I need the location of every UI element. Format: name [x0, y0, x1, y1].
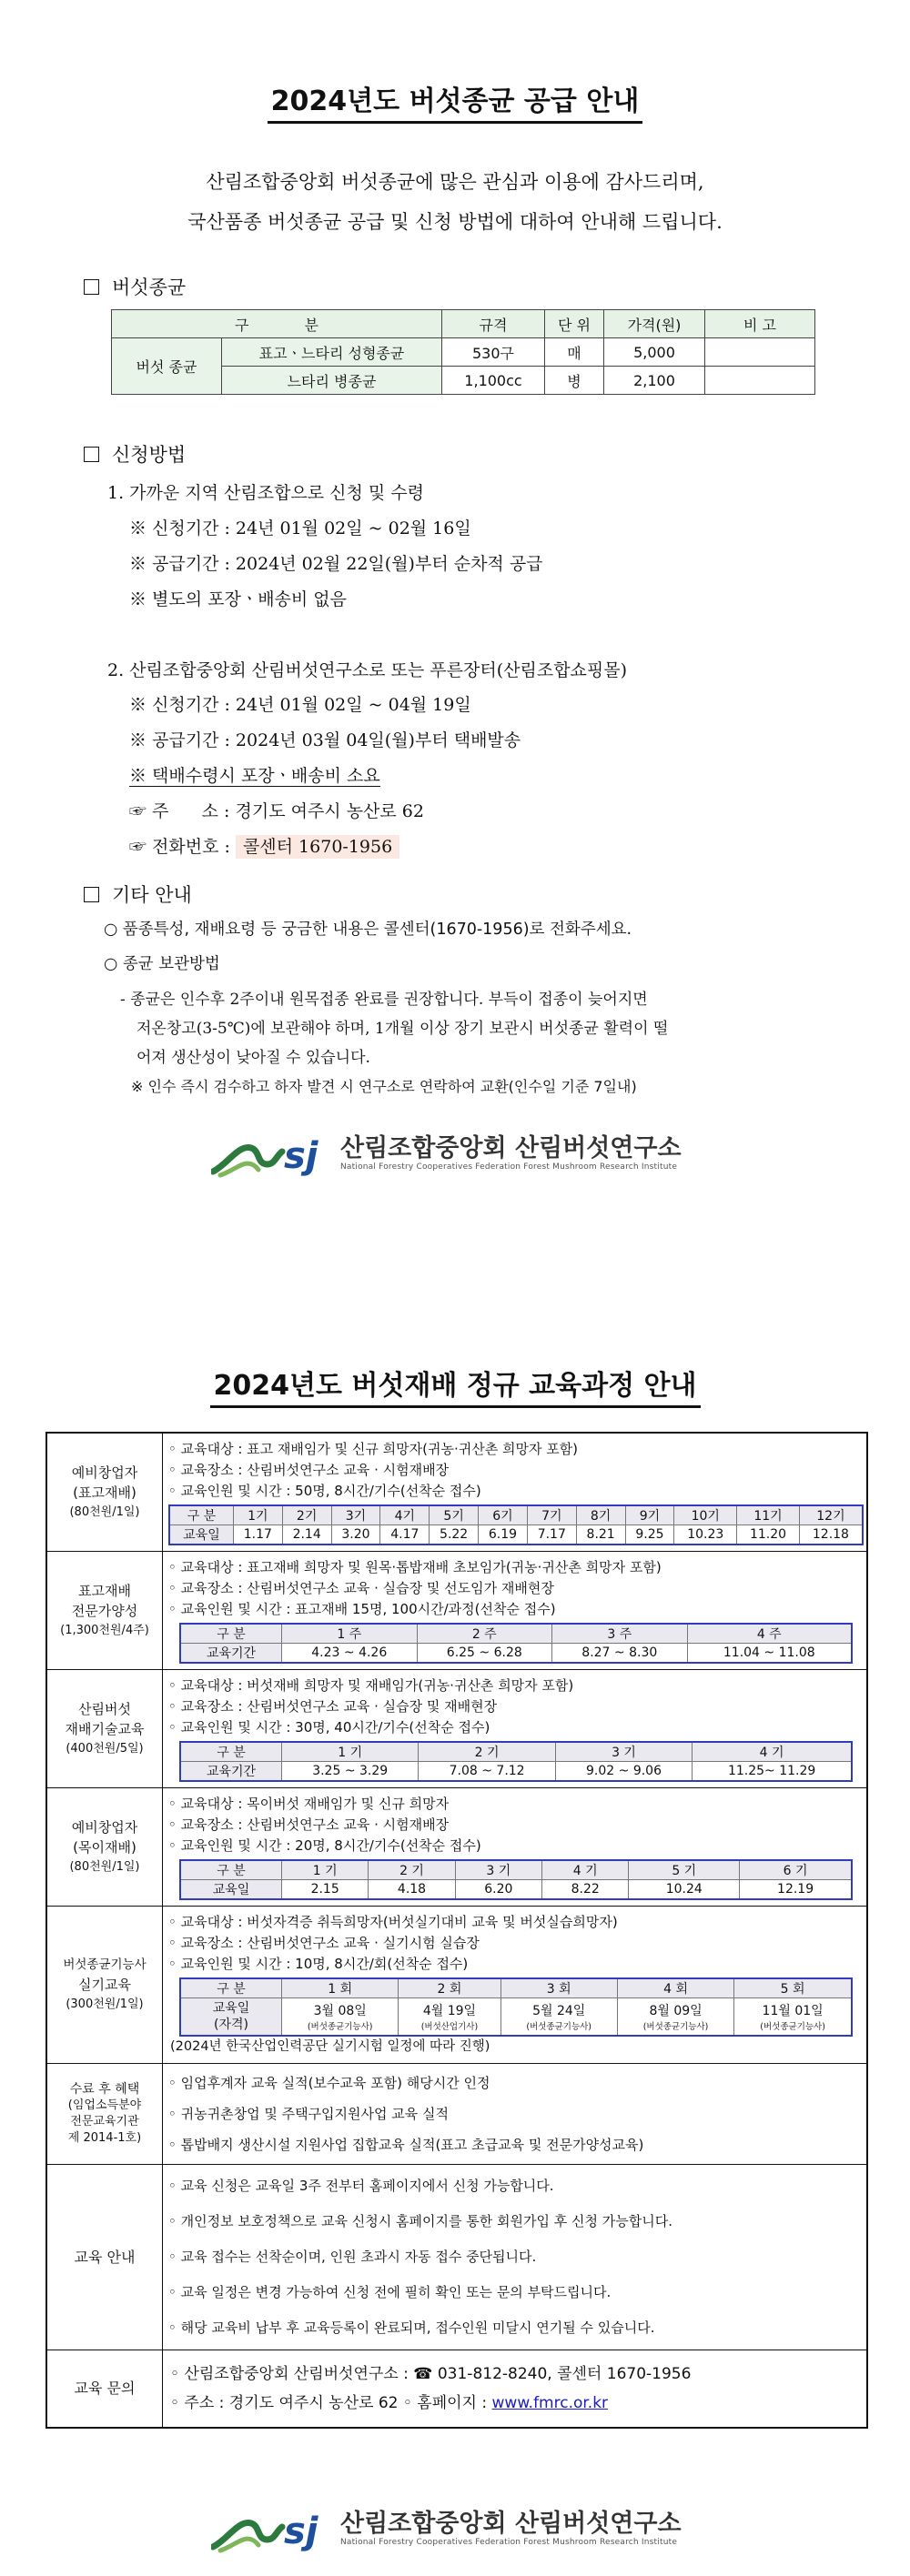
schedule-cell: 8.27 ~ 8.30 — [552, 1644, 688, 1664]
schedule-cell: 5.22 — [430, 1525, 479, 1545]
schedule-cell: 4 기 — [542, 1860, 629, 1880]
text-line: ◦ 교육장소 : 산림버섯연구소 교육 · 실습장 및 재배현장 — [168, 1698, 498, 1715]
storage-text: 저온창고(3-5℃)에 보관해야 하며, 1개월 이상 장기 보관시 버섯종균 활력이 떨 — [136, 1020, 669, 1038]
course-schedule — [179, 1977, 853, 2037]
table-row: 버섯 종균 표고ㆍ느타리 성형종균 530구 매 5,000 — [112, 338, 815, 367]
svg-text:sj: sj — [284, 2511, 318, 2552]
storage-text: - 종균은 인수후 2주이내 원목접종 완료를 권장합니다. 부득이 접종이 늦어지면 — [120, 991, 648, 1009]
text-line: ◦ 귀농귀촌창업 및 주택구입지원사업 교육 실적 — [168, 2106, 449, 2122]
schedule-cell: 4 회 — [617, 1978, 733, 1998]
course-label — [47, 1670, 163, 1787]
schedule-cell: 9기 — [625, 1505, 674, 1525]
text-line: ◦ 교육인원 및 시간 : 10명, 8시간/회(선착순 접수) — [168, 1956, 469, 1972]
schedule-cell: 6.19 — [479, 1525, 528, 1545]
schedule-cell: 3.20 — [331, 1525, 380, 1545]
text-line: ◦ 교육대상 : 표고재배 희망자 및 원목·톱밥재배 초보임가(귀농·귀산촌 희망자 포함) — [168, 1559, 662, 1575]
text-line: ◦ 톱밥배지 생산시설 지원사업 집합교육 실적(표고 초급교육 및 전문가양성교육) — [168, 2137, 644, 2153]
method-1-head: 1. 가까운 지역 산림조합으로 신청 및 수령 — [107, 483, 425, 503]
table-header-row: 구 분 규격 단 위 가격(원) 비 고 — [112, 310, 815, 338]
schedule-cell: 3월 08일 (버섯종균기능사) — [282, 1998, 399, 2037]
text-line: 산림버섯 — [78, 1700, 131, 1717]
storage-text: 어져 생산성이 낮아질 수 있습니다. — [136, 1049, 370, 1067]
benefit-label — [47, 2064, 163, 2164]
text-line: ◦ 교육인원 및 시간 : 50명, 8시간/기수(선착순 접수) — [168, 1483, 481, 1499]
checkbox-square-icon — [84, 279, 99, 295]
schedule-cell: 1기 — [233, 1505, 282, 1525]
method-2-item: ※ 신청기간 : 24년 01월 02일 ~ 04월 19일 — [129, 695, 471, 715]
text-line: ◦ 교육 신청은 교육일 3주 전부터 홈페이지에서 신청 가능합니다. — [168, 2178, 554, 2194]
page-title-education: 2024년도 버섯재배 정규 교육과정 안내 — [0, 1363, 910, 1403]
text-line: ◦ 교육대상 : 버섯재배 희망자 및 재배임가(귀농·귀산촌 희망자 포함) — [168, 1677, 574, 1694]
schedule-cell: 3 주 — [552, 1624, 688, 1644]
text-line: ◦ 교육인원 및 시간 : 표고재배 15명, 100시간/과정(선착순 접수) — [168, 1601, 556, 1617]
schedule-cell: 7기 — [527, 1505, 576, 1525]
schedule-cell: 9.25 — [625, 1525, 674, 1545]
method-2-item: ※ 공급기간 : 2024년 03월 04일(월)부터 택배발송 — [129, 730, 521, 750]
schedule-cell: 8.22 — [542, 1880, 629, 1900]
schedule-cell: 교육일 (자격) — [180, 1998, 282, 2037]
text-line: ◦ 교육장소 : 산림버섯연구소 교육 · 시험재배장 — [168, 1462, 450, 1478]
course-row — [47, 1552, 866, 1670]
page-title: 2024년도 버섯종균 공급 안내 — [0, 78, 910, 118]
schedule-cell: 4 주 — [687, 1624, 852, 1644]
text-line: ◦ 교육대상 : 버섯자격증 취득희망자(버섯실기대비 교육 및 버섯실습희망자) — [168, 1914, 618, 1930]
text-line: ◦ 임업후계자 교육 실적(보수교육 포함) 해당시간 인정 — [168, 2075, 490, 2091]
course-label — [47, 1434, 163, 1551]
checkbox-square-icon — [84, 887, 99, 902]
schedule-cell: 7.17 — [527, 1525, 576, 1545]
schedule-cell: 구 분 — [180, 1860, 282, 1880]
course-schedule — [179, 1859, 853, 1900]
schedule-cell: 2기 — [282, 1505, 331, 1525]
schedule-cell: 5 기 — [629, 1860, 740, 1880]
schedule-cell: 11.04 ~ 11.08 — [687, 1644, 852, 1664]
course-row — [47, 1434, 866, 1552]
schedule-cell: 5기 — [430, 1505, 479, 1525]
text-line: 실기교육 — [78, 1977, 131, 1993]
schedule-cell: 구 분 — [169, 1505, 233, 1525]
text-line: (표고재배) — [73, 1484, 136, 1501]
checkbox-square-icon — [84, 447, 99, 462]
schedule-cell: 2.15 — [282, 1880, 369, 1900]
text-line: (300천원/1일) — [66, 1997, 144, 2011]
schedule-cell: 9.02 ~ 9.06 — [555, 1762, 692, 1782]
schedule-cell: 구 분 — [180, 1978, 282, 1998]
schedule-cell: 1 기 — [282, 1860, 369, 1880]
benefit-row — [47, 2064, 866, 2165]
schedule-cell: 1 주 — [282, 1624, 418, 1644]
text-line: (임업소득분야 — [67, 2098, 142, 2112]
intro-text — [0, 162, 910, 242]
schedule-cell: 12기 — [799, 1505, 863, 1525]
text-line: ◦ 교육 일정은 변경 가능하여 신청 전에 필히 확인 또는 문의 부탁드립니다. — [168, 2284, 612, 2300]
schedule-cell: 구 분 — [180, 1624, 282, 1644]
schedule-cell: 8.21 — [576, 1525, 625, 1545]
table-row: 느타리 병종균 1,100cc 병 2,100 — [112, 367, 815, 395]
schedule-cell: 6.20 — [455, 1880, 541, 1900]
institute-logo: sj 산림조합중앙회 산림버섯연구소 National Forestry Cooperatives Federation Forest Mushroom Research Institute — [211, 1124, 721, 1179]
schedule-cell: 1 기 — [282, 1742, 419, 1762]
schedule-cell: 3.25 ~ 3.29 — [282, 1762, 419, 1782]
schedule-cell: 8기 — [576, 1505, 625, 1525]
text-line: ◦ 교육인원 및 시간 : 30명, 40시간/기수(선착순 접수) — [168, 1719, 490, 1736]
course-schedule — [179, 1623, 853, 1664]
sj-logo-icon — [211, 2503, 335, 2554]
course-label — [47, 1552, 163, 1669]
schedule-cell: 3 회 — [500, 1978, 617, 1998]
phone-line: ☞ 전화번호 : 콜센터 1670-1956 — [129, 833, 399, 858]
text-line: 예비창업자 — [71, 1464, 138, 1481]
section-heading-etc: 기타 안내 — [84, 880, 192, 908]
schedule-cell: 3기 — [331, 1505, 380, 1525]
text-line: 버섯종균기능사 — [63, 1957, 147, 1972]
callcenter-number: 콜센터 1670-1956 — [236, 835, 399, 859]
schedule-cell: 6기 — [479, 1505, 528, 1525]
course-schedule — [168, 1504, 864, 1545]
guide-label: 교육 안내 — [47, 2165, 163, 2350]
text-line: 전문가양성 — [71, 1602, 138, 1619]
schedule-cell: 4월 19일 (버섯산업기사) — [399, 1998, 500, 2037]
schedule-cell: 2 회 — [399, 1978, 500, 1998]
text-line: 제 2014-1호) — [67, 2131, 142, 2145]
text-line: ◦ 교육장소 : 산림버섯연구소 교육 · 실기시험 실습장 — [168, 1935, 480, 1951]
schedule-cell: 4 기 — [693, 1742, 852, 1762]
schedule-cell: 3 기 — [455, 1860, 541, 1880]
schedule-cell: 7.08 ~ 7.12 — [419, 1762, 555, 1782]
text-line: ◦ 교육장소 : 산림버섯연구소 교육 · 시험재배장 — [168, 1816, 450, 1833]
homepage-link[interactable]: www.fmrc.or.kr — [491, 2394, 609, 2412]
schedule-cell: 교육기간 — [180, 1644, 282, 1664]
method-1-item: ※ 별도의 포장ㆍ배송비 없음 — [129, 589, 348, 609]
text-line: ◦ 교육 접수는 선착순이며, 인원 초과시 자동 접수 중단됩니다. — [168, 2249, 537, 2265]
sj-logo-icon — [211, 1128, 335, 1179]
schedule-cell: 2 기 — [369, 1860, 455, 1880]
text-line: (400천원/5일) — [66, 1741, 144, 1756]
schedule-cell: 10.23 — [674, 1525, 737, 1545]
schedule-cell: 12.18 — [799, 1525, 863, 1545]
schedule-cell: 1 회 — [282, 1978, 399, 1998]
schedule-cell: 3 기 — [555, 1742, 692, 1762]
text-line: ◦ 교육장소 : 산림버섯연구소 교육 · 실습장 및 선도임가 재배현장 — [168, 1580, 554, 1596]
institute-logo-footer: sj 산림조합중앙회 산림버섯연구소 National Forestry Cooperatives Federation Forest Mushroom Research Institute — [211, 2500, 721, 2554]
text-line: ◦ 주소 : 경기도 여주시 농산로 62 ◦ 홈페이지 : www.fmrc.or.kr — [170, 2394, 609, 2412]
text-line: 예비창업자 — [71, 1818, 138, 1836]
storage-note: ※ 인수 즉시 검수하고 하자 발견 시 연구소로 연락하여 교환(인수일 기준 7일내) — [131, 1078, 637, 1095]
course-row — [47, 1788, 866, 1907]
contact-row — [47, 2350, 866, 2427]
schedule-cell: 11.25~ 11.29 — [693, 1762, 852, 1782]
education-schedule-table — [46, 1432, 868, 2429]
text-line: 전문교육기관 — [70, 2115, 139, 2128]
text-line: (80천원/1일) — [69, 1859, 140, 1874]
text-line: 표고재배 — [78, 1582, 131, 1599]
schedule-cell: 4.23 ~ 4.26 — [282, 1644, 418, 1664]
schedule-cell: 4.17 — [380, 1525, 430, 1545]
text-line: 재배기술교육 — [65, 1720, 145, 1737]
schedule-cell: 11기 — [737, 1505, 800, 1525]
schedule-cell: 2 기 — [419, 1742, 555, 1762]
schedule-cell: 2.14 — [282, 1525, 331, 1545]
section-heading-spawn: 버섯종균 — [84, 273, 186, 300]
method-2-head: 2. 산림조합중앙회 산림버섯연구소로 또는 푸른장터(산림조합쇼핑몰) — [107, 660, 628, 680]
spawn-price-table — [111, 309, 815, 395]
schedule-cell: 11월 01일 (버섯종균기능사) — [734, 1998, 852, 2037]
text-line: ◦ 교육대상 : 표고 재배임가 및 신규 희망자(귀농·귀산촌 희망자 포함) — [168, 1441, 579, 1457]
section-heading-apply: 신청방법 — [84, 440, 186, 468]
text-line: (1,300천원/4주) — [60, 1623, 149, 1637]
schedule-cell: 교육기간 — [180, 1762, 282, 1782]
text-line: (80천원/1일) — [69, 1504, 140, 1519]
schedule-cell: 12.19 — [740, 1880, 852, 1900]
text-line: ◦ 산림조합중앙회 산림버섯연구소 : ☎ 031-812-8240, 콜센터 1670-1956 — [170, 2365, 692, 2383]
course-row — [47, 1907, 866, 2064]
schedule-cell: 5월 24일 (버섯종균기능사) — [500, 1998, 617, 2037]
intro-line: 국산품종 버섯종균 공급 및 신청 방법에 대하여 안내해 드립니다. — [187, 211, 723, 233]
schedule-cell: 교육일 — [169, 1525, 233, 1545]
intro-line: 산림조합중앙회 버섯종균에 많은 관심과 이용에 감사드리며, — [206, 171, 704, 193]
schedule-cell: 2 주 — [417, 1624, 552, 1644]
schedule-cell: 5 회 — [734, 1978, 852, 1998]
schedule-cell: 10기 — [674, 1505, 737, 1525]
method-1-item: ※ 신청기간 : 24년 01월 02일 ~ 02월 16일 — [129, 518, 471, 538]
text-line: ◦ 교육대상 : 목이버섯 재배임가 및 신규 희망자 — [168, 1796, 450, 1812]
schedule-cell: 10.24 — [629, 1880, 740, 1900]
text-line: ◦ 개인정보 보호정책으로 교육 신청시 홈페이지를 통한 회원가입 후 신청 가능합니다. — [168, 2213, 672, 2229]
method-2-item: ※ 택배수령시 포장ㆍ배송비 소요 — [129, 766, 380, 786]
schedule-cell: 8월 09일 (버섯종균기능사) — [617, 1998, 733, 2037]
schedule-cell: 4.18 — [369, 1880, 455, 1900]
course-row — [47, 1670, 866, 1788]
text-line: (목이재배) — [73, 1838, 136, 1856]
schedule-cell: 1.17 — [233, 1525, 282, 1545]
contact-label: 교육 문의 — [47, 2350, 163, 2427]
exam-note: (2024년 한국산업인력공단 실기시험 일정에 따라 진행) — [170, 2039, 490, 2054]
guide-row — [47, 2165, 866, 2350]
text-line: ◦ 해당 교육비 납부 후 교육등록이 완료되며, 접수인원 미달시 연기될 수 있습니다. — [168, 2319, 655, 2336]
schedule-cell: 4기 — [380, 1505, 430, 1525]
svg-text:sj: sj — [284, 1135, 318, 1177]
etc-item: ○ 종균 보관방법 — [104, 955, 220, 973]
schedule-cell: 교육일 — [180, 1880, 282, 1900]
text-line: ◦ 교육인원 및 시간 : 20명, 8시간/기수(선착순 접수) — [168, 1837, 481, 1854]
schedule-cell: 6.25 ~ 6.28 — [417, 1644, 552, 1664]
course-label — [47, 1788, 163, 1906]
course-schedule — [179, 1741, 853, 1782]
etc-item: ○ 품종특성, 재배요령 등 궁금한 내용은 콜센터(1670-1956)로 전화주세요. — [104, 921, 632, 939]
course-label — [47, 1907, 163, 2063]
schedule-cell: 구 분 — [180, 1742, 282, 1762]
method-1-item: ※ 공급기간 : 2024년 02월 22일(월)부터 순차적 공급 — [129, 554, 543, 574]
text-line: 수료 후 혜택 — [69, 2082, 140, 2097]
schedule-cell: 11.20 — [737, 1525, 800, 1545]
schedule-cell: 6 기 — [740, 1860, 852, 1880]
address-line: ☞ 주 소 : 경기도 여주시 농산로 62 — [129, 801, 424, 821]
